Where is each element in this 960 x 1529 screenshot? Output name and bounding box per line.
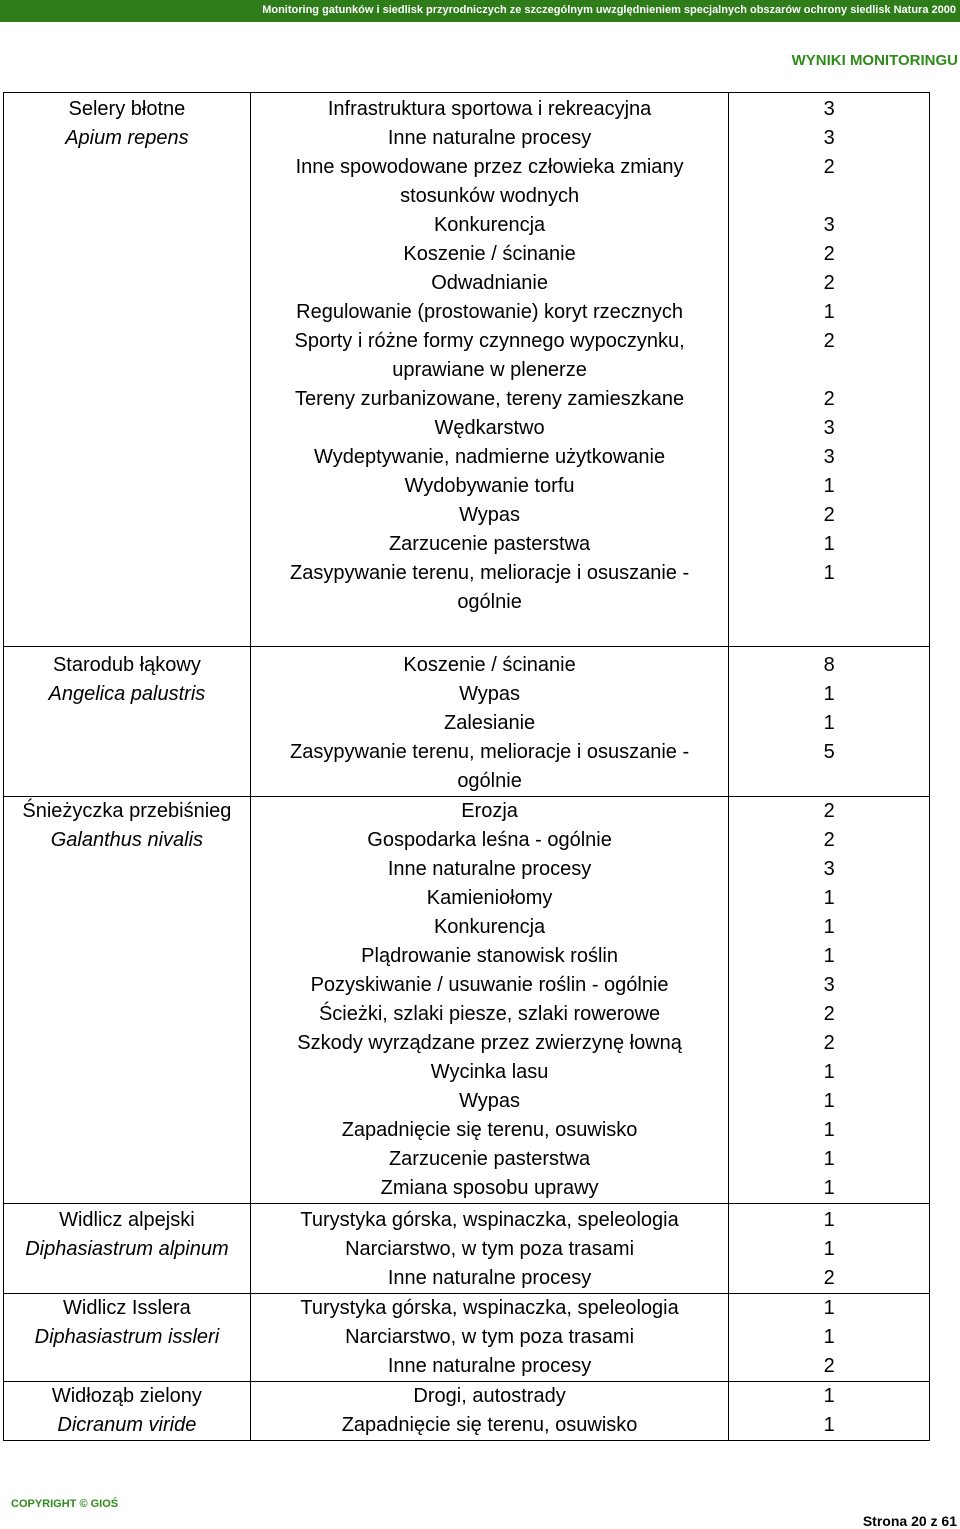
threat-line: Zalesianie [443, 712, 536, 734]
score-value [729, 588, 929, 617]
species-common-name: Widlicz alpejski [59, 1209, 195, 1231]
score-value: 1 [823, 1148, 835, 1170]
score-value: 5 [823, 741, 835, 763]
score-value: 1 [823, 1238, 835, 1260]
species-common-name: Widłoząb zielony [51, 1385, 202, 1407]
score-value: 1 [823, 1177, 835, 1199]
score-value: 2 [823, 1032, 835, 1054]
score-value: 3 [823, 974, 835, 996]
table-row [4, 1204, 930, 1294]
scores-cell [729, 1382, 930, 1441]
threat-line: Inne naturalne procesy [387, 127, 592, 149]
score-value [729, 182, 929, 211]
threat-line: ogólnie [457, 770, 522, 792]
threat-line: Zasypywanie terenu, melioracje i osuszanie - [290, 562, 690, 584]
score-value: 1 [823, 1061, 835, 1083]
threat-line: Plądrowanie stanowisk roślin [361, 945, 618, 967]
score-value: 2 [823, 156, 835, 178]
scores-cell [729, 797, 930, 1204]
threat-line [251, 617, 729, 646]
score-value: 1 [823, 712, 835, 734]
threat-line: Odwadnianie [431, 272, 548, 294]
score-value: 1 [823, 1209, 835, 1231]
threat-line: Gospodarka leśna - ogólnie [367, 829, 612, 851]
species-cell [4, 93, 251, 647]
threat-line: Koszenie / ścinanie [403, 243, 576, 265]
score-value: 1 [823, 475, 835, 497]
threat-line: Inne naturalne procesy [387, 1267, 592, 1289]
score-value: 1 [823, 1119, 835, 1141]
header-bar [0, 0, 960, 22]
document-title: Monitoring gatunków i siedlisk przyrodniczych ze szczególnym uwzględnieniem specjalnych obszarów ochrony siedlisk Natura 2000 [262, 4, 956, 16]
species-common-name: Śnieżyczka przebiśnieg [22, 800, 232, 822]
score-value: 2 [823, 504, 835, 526]
score-value: 1 [823, 533, 835, 555]
threat-line: uprawiane w plenerze [392, 359, 587, 381]
score-value: 1 [823, 1385, 835, 1407]
threat-line: Sporty i różne formy czynnego wypoczynku, [294, 330, 685, 352]
threat-line: Pozyskiwanie / usuwanie roślin - ogólnie [310, 974, 669, 996]
species-cell [4, 1382, 251, 1441]
score-value: 2 [823, 330, 835, 352]
threat-line: Tereny zurbanizowane, tereny zamieszkane [295, 388, 685, 410]
section-title: WYNIKI MONITORINGU [791, 52, 958, 69]
score-value: 3 [823, 446, 835, 468]
threat-line: Narciarstwo, w tym poza trasami [345, 1326, 635, 1348]
score-value: 1 [823, 301, 835, 323]
threat-line: Konkurencja [433, 214, 546, 236]
score-value: 1 [823, 945, 835, 967]
species-common-name: Selery błotne [68, 98, 186, 120]
threat-line: Inne spowodowane przez człowieka zmiany [295, 156, 684, 178]
threat-line: Erozja [461, 800, 518, 822]
score-value: 1 [823, 1297, 835, 1319]
score-value: 3 [823, 98, 835, 120]
species-cell [4, 1204, 251, 1294]
score-value: 1 [823, 683, 835, 705]
species-common-name: Widlicz Isslera [63, 1297, 191, 1319]
threat-line: Zmiana sposobu uprawy [380, 1177, 599, 1199]
threat-line: Wypas [459, 1090, 521, 1112]
threat-line: Konkurencja [433, 916, 546, 938]
score-value: 1 [823, 887, 835, 909]
threat-line: Regulowanie (prostowanie) koryt rzecznych [296, 301, 683, 323]
species-latin-name: Diphasiastrum issleri [34, 1326, 220, 1348]
threat-line: Wycinka lasu [430, 1061, 549, 1083]
score-value: 3 [823, 127, 835, 149]
threats-cell [250, 1294, 729, 1382]
threat-line: Koszenie / ścinanie [403, 654, 576, 676]
score-value: 1 [823, 1326, 835, 1348]
table-row [4, 797, 930, 1204]
score-value [729, 356, 929, 385]
species-latin-name: Angelica palustris [48, 683, 206, 705]
score-value [729, 767, 929, 796]
threats-cell [250, 93, 729, 647]
threat-line: Wypas [459, 683, 521, 705]
scores-cell [729, 647, 930, 797]
species-common-name: Starodub łąkowy [52, 654, 201, 676]
score-value: 2 [823, 800, 835, 822]
species-latin-name: Apium repens [65, 127, 189, 149]
species-cell [4, 647, 251, 797]
threat-line: Kamieniołomy [426, 887, 553, 909]
threat-line: Wydobywanie torfu [404, 475, 575, 497]
table-row [4, 93, 930, 647]
threat-line: Drogi, autostrady [413, 1385, 566, 1407]
species-latin-name: Dicranum viride [57, 1414, 197, 1436]
threat-line: Infrastruktura sportowa i rekreacyjna [327, 98, 652, 120]
threats-cell [250, 647, 729, 797]
species-cell [4, 1294, 251, 1382]
table-row [4, 1382, 930, 1441]
threat-line: Zapadnięcie się terenu, osuwisko [341, 1414, 638, 1436]
threats-cell [250, 1204, 729, 1294]
threats-cell [250, 1382, 729, 1441]
scores-cell [729, 1204, 930, 1294]
score-value: 2 [823, 272, 835, 294]
score-value: 8 [823, 654, 835, 676]
threat-line: Wędkarstwo [434, 417, 545, 439]
copyright: COPYRIGHT © GIOŚ [11, 1498, 119, 1510]
threat-line: Zapadnięcie się terenu, osuwisko [341, 1119, 638, 1141]
species-latin-name: Diphasiastrum alpinum [25, 1238, 229, 1260]
score-value: 2 [823, 829, 835, 851]
scores-cell [729, 1294, 930, 1382]
threat-line: Szkody wyrządzane przez zwierzynę łowną [297, 1032, 682, 1054]
threat-line: Narciarstwo, w tym poza trasami [345, 1238, 635, 1260]
table-row [4, 647, 930, 797]
score-value: 2 [823, 243, 835, 265]
score-value: 2 [823, 1355, 835, 1377]
species-cell [4, 797, 251, 1204]
monitoring-table [3, 92, 930, 1441]
score-value: 2 [823, 1267, 835, 1289]
score-value [729, 617, 929, 646]
species-latin-name: Galanthus nivalis [50, 829, 204, 851]
score-value: 1 [823, 1414, 835, 1436]
threats-cell [250, 797, 729, 1204]
score-value: 3 [823, 417, 835, 439]
threat-line: Turystyka górska, wspinaczka, speleologia [300, 1297, 679, 1319]
threat-line: ogólnie [457, 591, 522, 613]
threat-line: Zarzucenie pasterstwa [388, 533, 591, 555]
score-value: 3 [823, 858, 835, 880]
threat-line: Zarzucenie pasterstwa [388, 1148, 591, 1170]
score-value: 3 [823, 214, 835, 236]
score-value: 1 [823, 1090, 835, 1112]
page-number: Strona 20 z 61 [862, 1513, 957, 1529]
threat-line: Turystyka górska, wspinaczka, speleologia [300, 1209, 679, 1231]
threat-line: Wydeptywanie, nadmierne użytkowanie [314, 446, 666, 468]
threat-line: Wypas [459, 504, 521, 526]
threat-line: Zasypywanie terenu, melioracje i osuszanie - [290, 741, 690, 763]
threat-line: Ścieżki, szlaki piesze, szlaki rowerowe [318, 1003, 661, 1025]
scores-cell [729, 93, 930, 647]
threat-line: Inne naturalne procesy [387, 858, 592, 880]
table-row [4, 1294, 930, 1382]
threat-line: Inne naturalne procesy [387, 1355, 592, 1377]
score-value: 2 [823, 1003, 835, 1025]
score-value: 2 [823, 388, 835, 410]
threat-line: stosunków wodnych [400, 185, 580, 207]
score-value: 1 [823, 916, 835, 938]
score-value: 1 [823, 562, 835, 584]
